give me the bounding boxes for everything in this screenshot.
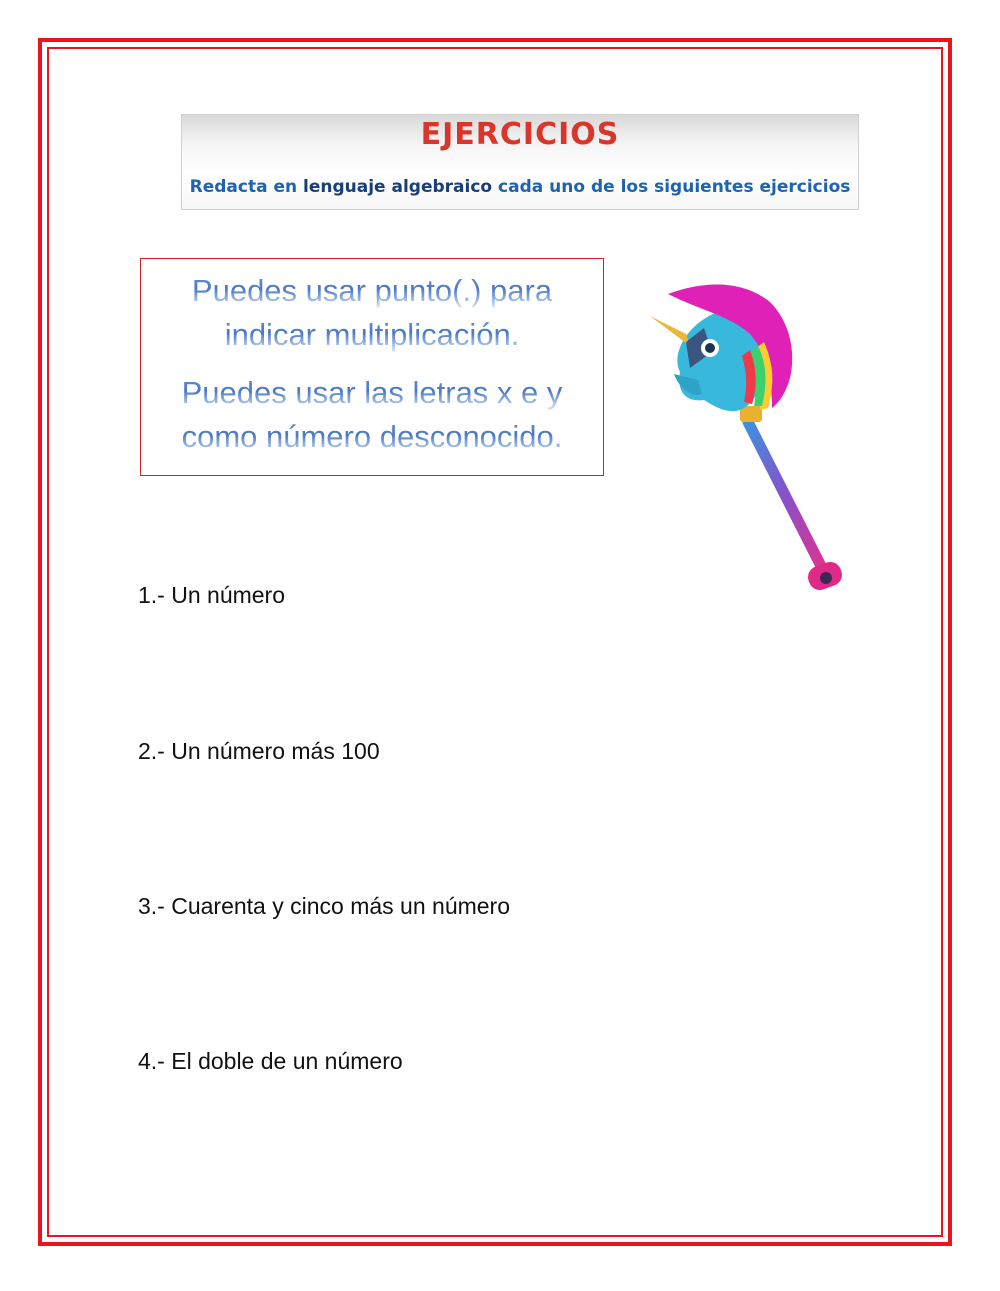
instruction-multiplication bbox=[141, 269, 603, 357]
subtitle-part-1: Redacta en bbox=[189, 177, 304, 197]
instructions-box bbox=[140, 258, 604, 476]
note-line: Puedes usar punto(.) para bbox=[141, 269, 603, 313]
instruction-variables bbox=[141, 371, 603, 459]
banner-subtitle bbox=[182, 177, 858, 197]
subtitle-part-2: lenguaje algebraico bbox=[303, 177, 493, 197]
note-line: como número desconocido. bbox=[141, 415, 603, 459]
exercises-banner bbox=[181, 114, 859, 210]
subtitle-part-3: cada uno de los siguientes ejercicios bbox=[492, 177, 851, 197]
banner-title: EJERCICIOS bbox=[420, 117, 620, 152]
note-line: indicar multiplicación. bbox=[141, 313, 603, 357]
rainbow-unicorn-pickaxe-icon bbox=[640, 282, 860, 602]
exercise-4: 4.- El doble de un número bbox=[138, 1048, 403, 1074]
exercise-1: 1.- Un número bbox=[138, 582, 286, 608]
exercise-2: 2.- Un número más 100 bbox=[138, 738, 380, 764]
note-line: Puedes usar las letras x e y bbox=[141, 371, 603, 415]
exercise-3: 3.- Cuarenta y cinco más un número bbox=[138, 893, 511, 919]
